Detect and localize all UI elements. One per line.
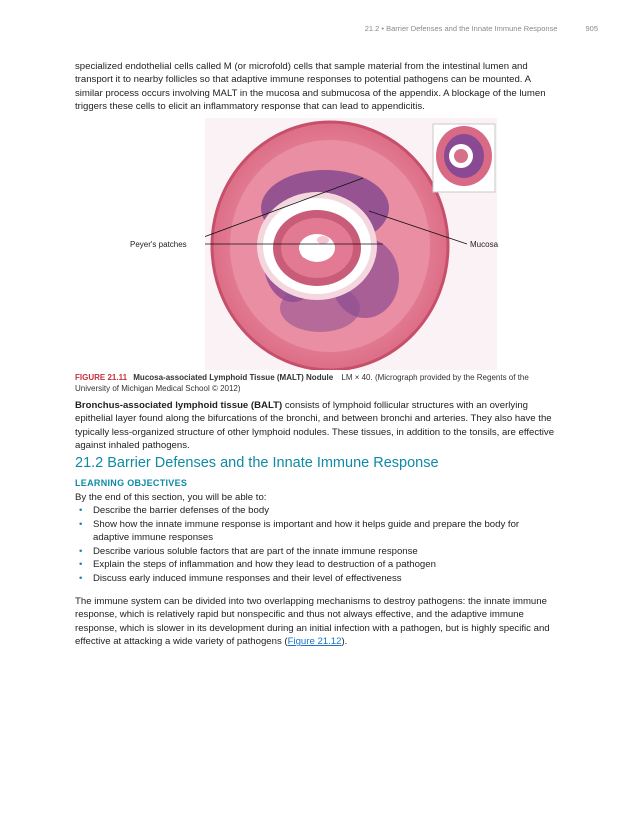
- balt-term: Bronchus-associated lymphoid tissue (BALT): [75, 400, 283, 411]
- label-peyers-patches: Peyer's patches: [130, 240, 187, 249]
- running-title: 21.2 • Barrier Defenses and the Innate Immune Response: [364, 24, 558, 33]
- objectives-heading: LEARNING OBJECTIVES: [75, 478, 188, 488]
- figure-caption-text: LM × 40. (Micrograph provided by the Regents of the University of Michigan Medical School © 2012): [75, 373, 529, 393]
- objectives-intro: By the end of this section, you will be able to:: [75, 492, 267, 503]
- list-item: • Describe the barrier defenses of the body: [79, 505, 269, 516]
- page-number: 905: [585, 24, 598, 33]
- intro-paragraph: specialized endothelial cells called M (or microfold) cells that sample material from the intestinal lumen and transport it to nearby follicles so that adaptive immune responses to potential pathogens can be mounted. A similar process occurs involving MALT in the mucosa and submucosa of the appendix. A blockage of the lumen triggers these cells to elicit an inflammatory response that can lead to appendicitis.: [75, 61, 546, 113]
- section-title: 21.2 Barrier Defenses and the Innate Immune Response: [75, 455, 439, 471]
- figure-caption: [75, 373, 555, 394]
- figure-21-12-link[interactable]: Figure 21.12: [287, 636, 342, 648]
- running-header: [365, 24, 598, 33]
- list-item: • Show how the innate immune response is important and how it helps guide and prepare the body for adaptive immune responses: [79, 518, 520, 543]
- list-item: • Describe various soluble factors that are part of the innate immune response: [79, 545, 418, 557]
- balt-text: consists of lymphoid follicular structures with an overlying epithelial layer found along the bifurcations of the bronchi, and between bronchi and arteries. They also have the typically less-organized structure of other lymphoid nodules. These tissues, in addition to the tonsils, are effective against inhaled pathogens.: [75, 400, 555, 452]
- figure-title: Mucosa-associated Lymphoid Tissue (MALT) Nodule: [133, 373, 334, 382]
- list-item: • Discuss early induced immune responses and their level of effectiveness: [79, 572, 402, 584]
- body-paragraph: The immune system can be divided into two overlapping mechanisms to destroy pathogens: the innate immune response, which is relatively rapid but nonspecific and thus not always effective, and the adaptive immune response, which is slower in its development during an initial infection with a pathogen, but is highly specific and effective at attacking a wide variety of pathogens (Figure 21.12).: [75, 596, 550, 648]
- malt-micrograph: [205, 118, 497, 370]
- list-item: • Explain the steps of inflammation and how they lead to destruction of a pathogen: [79, 559, 436, 570]
- objectives-list: [75, 504, 555, 585]
- label-mucosa: Mucosa: [470, 240, 499, 249]
- balt-paragraph: [75, 399, 555, 453]
- figure-number: FIGURE 21.11: [75, 373, 128, 382]
